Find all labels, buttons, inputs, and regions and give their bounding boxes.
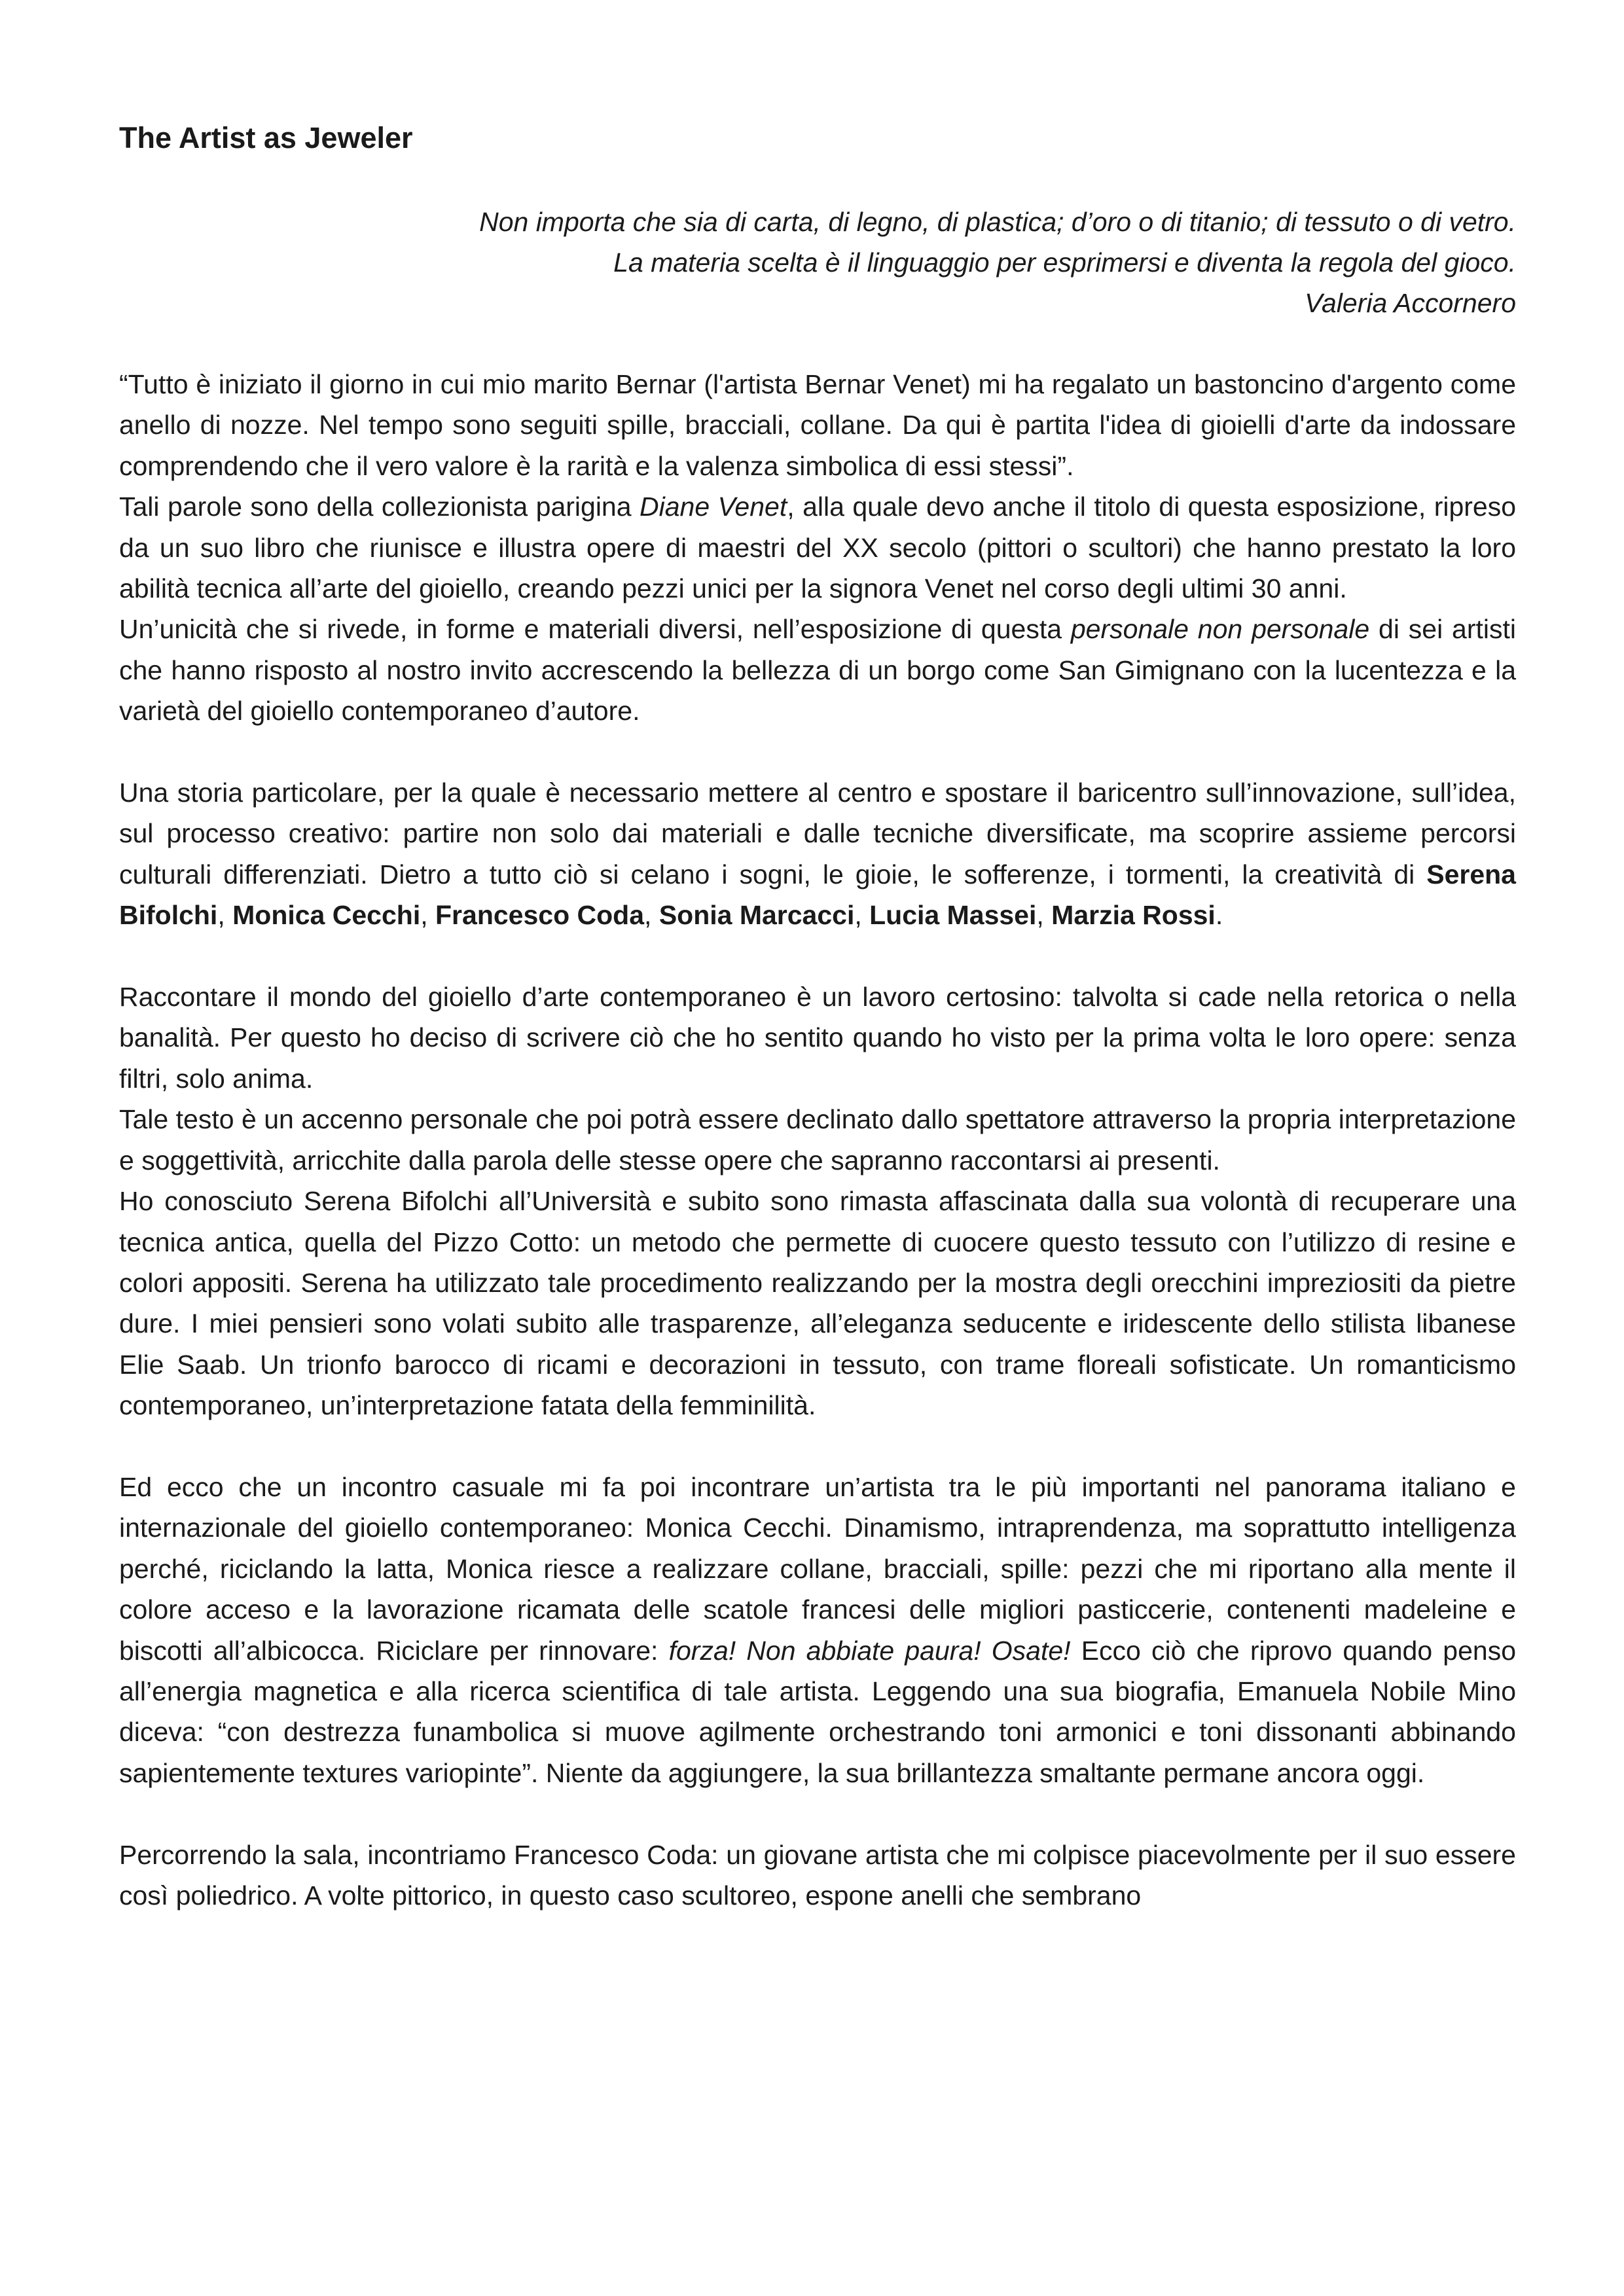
artist-name: Lucia Massei xyxy=(869,900,1037,931)
separator: , xyxy=(854,900,870,931)
paragraph-8 xyxy=(119,1467,1516,1793)
body-text xyxy=(119,364,1516,1916)
separator: , xyxy=(217,900,233,931)
epigraph-line-1: Non importa che sia di carta, di legno, di plastica; d’oro o di titanio; di tessuto o di vetro. xyxy=(479,207,1516,237)
epigraph xyxy=(119,202,1516,323)
text-run: Una storia particolare, per la quale è necessario mettere al centro e spostare il baricentro sull’innovazione, sull’idea, sul processo creativo: partire non solo dai materiali e dalle tecniche diversificate, ma scoprire assieme percorsi culturali differenziati. Dietro a tutto ciò si celano i sogni, le gioie, le sofferenze, i tormenti, la creatività di xyxy=(119,778,1516,889)
artist-name: Monica Cecchi xyxy=(232,900,421,931)
text-run: Un’unicità che si rivede, in forme e materiali diversi, nell’esposizione di questa xyxy=(119,614,1071,645)
separator: , xyxy=(1036,900,1052,931)
separator: , xyxy=(420,900,436,931)
paragraph-4 xyxy=(119,772,1516,936)
italic-name: Diane Venet xyxy=(640,492,787,522)
artist-name: Serena Bifolchi xyxy=(119,859,1516,931)
paragraph-6: Tale testo è un accenno personale che poi potrà essere declinato dallo spettatore attraverso la propria interpretazione e soggettività, arricchite dalla parola delle stesse opere che sapranno raccontarsi ai presenti. xyxy=(119,1104,1516,1175)
paragraph-7: Ho conosciuto Serena Bifolchi all’Università e subito sono rimasta affascinata dalla sua volontà di recuperare una tecnica antica, quella del Pizzo Cotto: un metodo che permette di cuocere questo tessuto con l’utilizzo di resine e colori appositi. Serena ha utilizzato tale procedimento realizzando per la mostra degli orecchini impreziositi da pietre dure. I miei pensieri sono volati subito alle trasparenze, all’eleganza seducente e iridescente dello stilista libanese Elie Saab. Un trionfo barocco di ricami e decorazioni in tessuto, con trame floreali sofisticate. Un romanticismo contemporaneo, un’interpretazione fatata della femminilità. xyxy=(119,1186,1516,1421)
paragraph-9: Percorrendo la sala, incontriamo Francesco Coda: un giovane artista che mi colpisce piacevolmente per il suo essere così poliedrico. A volte pittorico, in questo caso scultoreo, espone anelli che sembrano xyxy=(119,1839,1516,1910)
artist-name: Marzia Rossi xyxy=(1051,900,1216,931)
paragraph-3 xyxy=(119,609,1516,731)
text-run: , alla quale devo anche il titolo di questa esposizione, ripreso da un suo libro che riunisce e illustra opere di maestri del XX secolo (pittori o scultori) che hanno prestato la loro abilità tecnica all’arte del gioiello, creando pezzi unici per la signora Venet nel corso degli ultimi 30 anni. xyxy=(119,492,1517,604)
artist-name: Francesco Coda xyxy=(435,900,645,931)
separator: . xyxy=(1215,900,1223,931)
paragraph-1: “Tutto è iniziato il giorno in cui mio marito Bernar (l'artista Bernar Venet) mi ha regalato un bastoncino d'argento come anello di nozze. Nel tempo sono seguiti spille, bracciali, collane. Da qui è partita l'idea di gioielli d'arte da indossare comprendendo che il vero valore è la rarità e la valenza simbolica di essi stessi”. xyxy=(119,369,1516,481)
separator: , xyxy=(644,900,659,931)
epigraph-line-2: La materia scelta è il linguaggio per esprimersi e diventa la regola del gioco. xyxy=(613,247,1516,278)
text-run: Ed ecco che un incontro casuale mi fa poi incontrare un’artista tra le più importanti nel panorama italiano e internazionale del gioiello contemporaneo: Monica Cecchi. Dinamismo, intraprendenza, ma soprattutto intelligenza perché, riciclando la latta, Monica riesce a realizzare collane, bracciali, spille: pezzi che mi riportano alla mente il colore acceso e la lavorazione ricamata delle scatole francesi delle migliori pasticcerie, contenenti madeleine e biscotti all’albicocca. Riciclare per rinnovare: xyxy=(119,1471,1516,1666)
document-title: The Artist as Jeweler xyxy=(119,121,413,154)
epigraph-author: Valeria Accornero xyxy=(1305,288,1516,318)
paragraph-2 xyxy=(119,486,1516,609)
text-run: di sei artisti che hanno risposto al nostro invito accrescendo la bellezza di un borgo come San Gimignano con la lucentezza e la varietà del gioiello contemporaneo d’autore. xyxy=(119,614,1517,726)
italic-phrase: forza! Non abbiate paura! Osate! xyxy=(668,1635,1071,1666)
paragraph-5: Raccontare il mondo del gioiello d’arte contemporaneo è un lavoro certosino: talvolta si cade nella retorica o nella banalità. Per questo ho deciso di scrivere ciò che ho sentito quando ho visto per la prima volta le loro opere: senza filtri, solo anima. xyxy=(119,982,1516,1094)
artist-name: Sonia Marcacci xyxy=(659,900,855,931)
text-run: Ecco ciò che riprovo quando penso all’energia magnetica e alla ricerca scientifica di tale artista. Leggendo una sua biografia, Emanuela Nobile Mino diceva: “con destrezza funambolica si muove agilmente orchestrando toni armonici e toni dissonanti abbinando sapientemente textures variopinte”. Niente da aggiungere, la sua brillantezza smaltante permane ancora oggi. xyxy=(119,1635,1516,1788)
italic-phrase: personale non personale xyxy=(1070,614,1370,645)
text-run: Tali parole sono della collezionista parigina xyxy=(119,492,640,522)
